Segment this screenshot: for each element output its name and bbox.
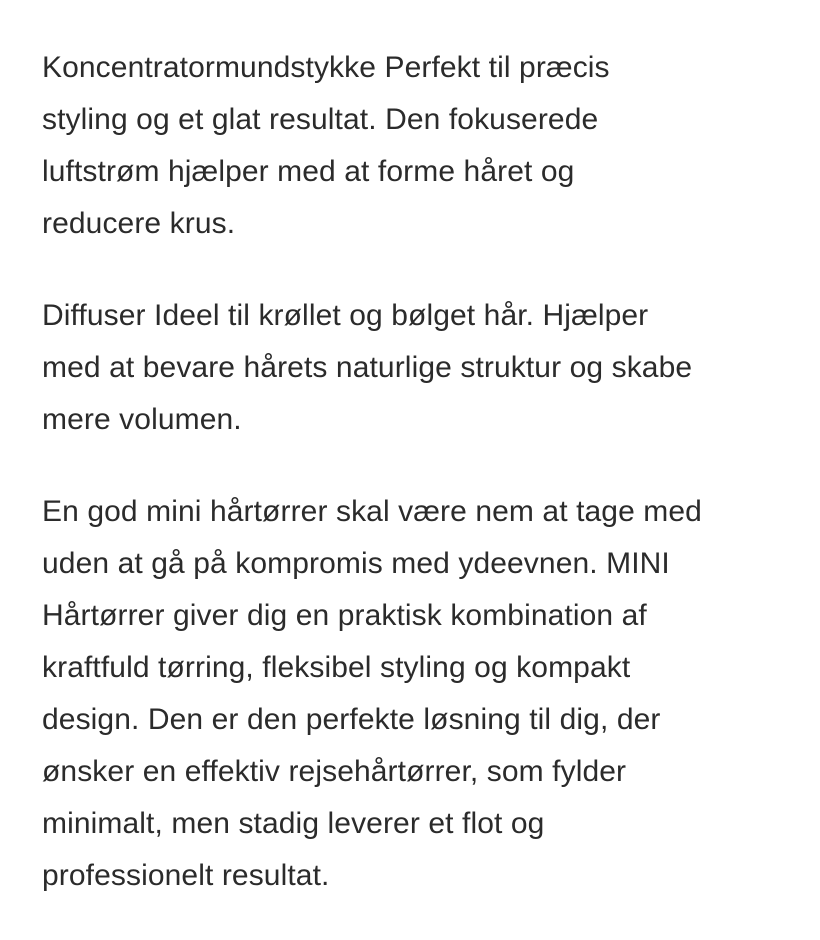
text-line: Hårtørrer giver dig en praktisk kombination af [42, 599, 647, 632]
summary-paragraph [42, 486, 812, 902]
text-line: professionelt resultat. [42, 859, 330, 892]
product-description [42, 42, 812, 902]
concentrator-paragraph [42, 42, 812, 250]
text-line: En god mini hårtørrer skal være nem at tage med [42, 495, 702, 528]
diffuser-paragraph [42, 290, 812, 446]
text-line: styling og et glat resultat. Den fokuserede [42, 103, 599, 136]
text-line: Koncentratormundstykke Perfekt til præcis [42, 51, 610, 84]
text-line: reducere krus. [42, 207, 236, 240]
text-line: design. Den er den perfekte løsning til dig, der [42, 703, 661, 736]
text-line: Diffuser Ideel til krøllet og bølget hår. Hjælper [42, 299, 649, 332]
text-line: ønsker en effektiv rejsehårtørrer, som fylder [42, 755, 627, 788]
text-line: med at bevare hårets naturlige struktur og skabe [42, 351, 693, 384]
text-line: uden at gå på kompromis med ydeevnen. MINI [42, 547, 670, 580]
text-line: kraftfuld tørring, fleksibel styling og kompakt [42, 651, 631, 684]
text-line: mere volumen. [42, 403, 242, 436]
text-line: minimalt, men stadig leverer et flot og [42, 807, 545, 840]
text-line: luftstrøm hjælper med at forme håret og [42, 155, 575, 188]
